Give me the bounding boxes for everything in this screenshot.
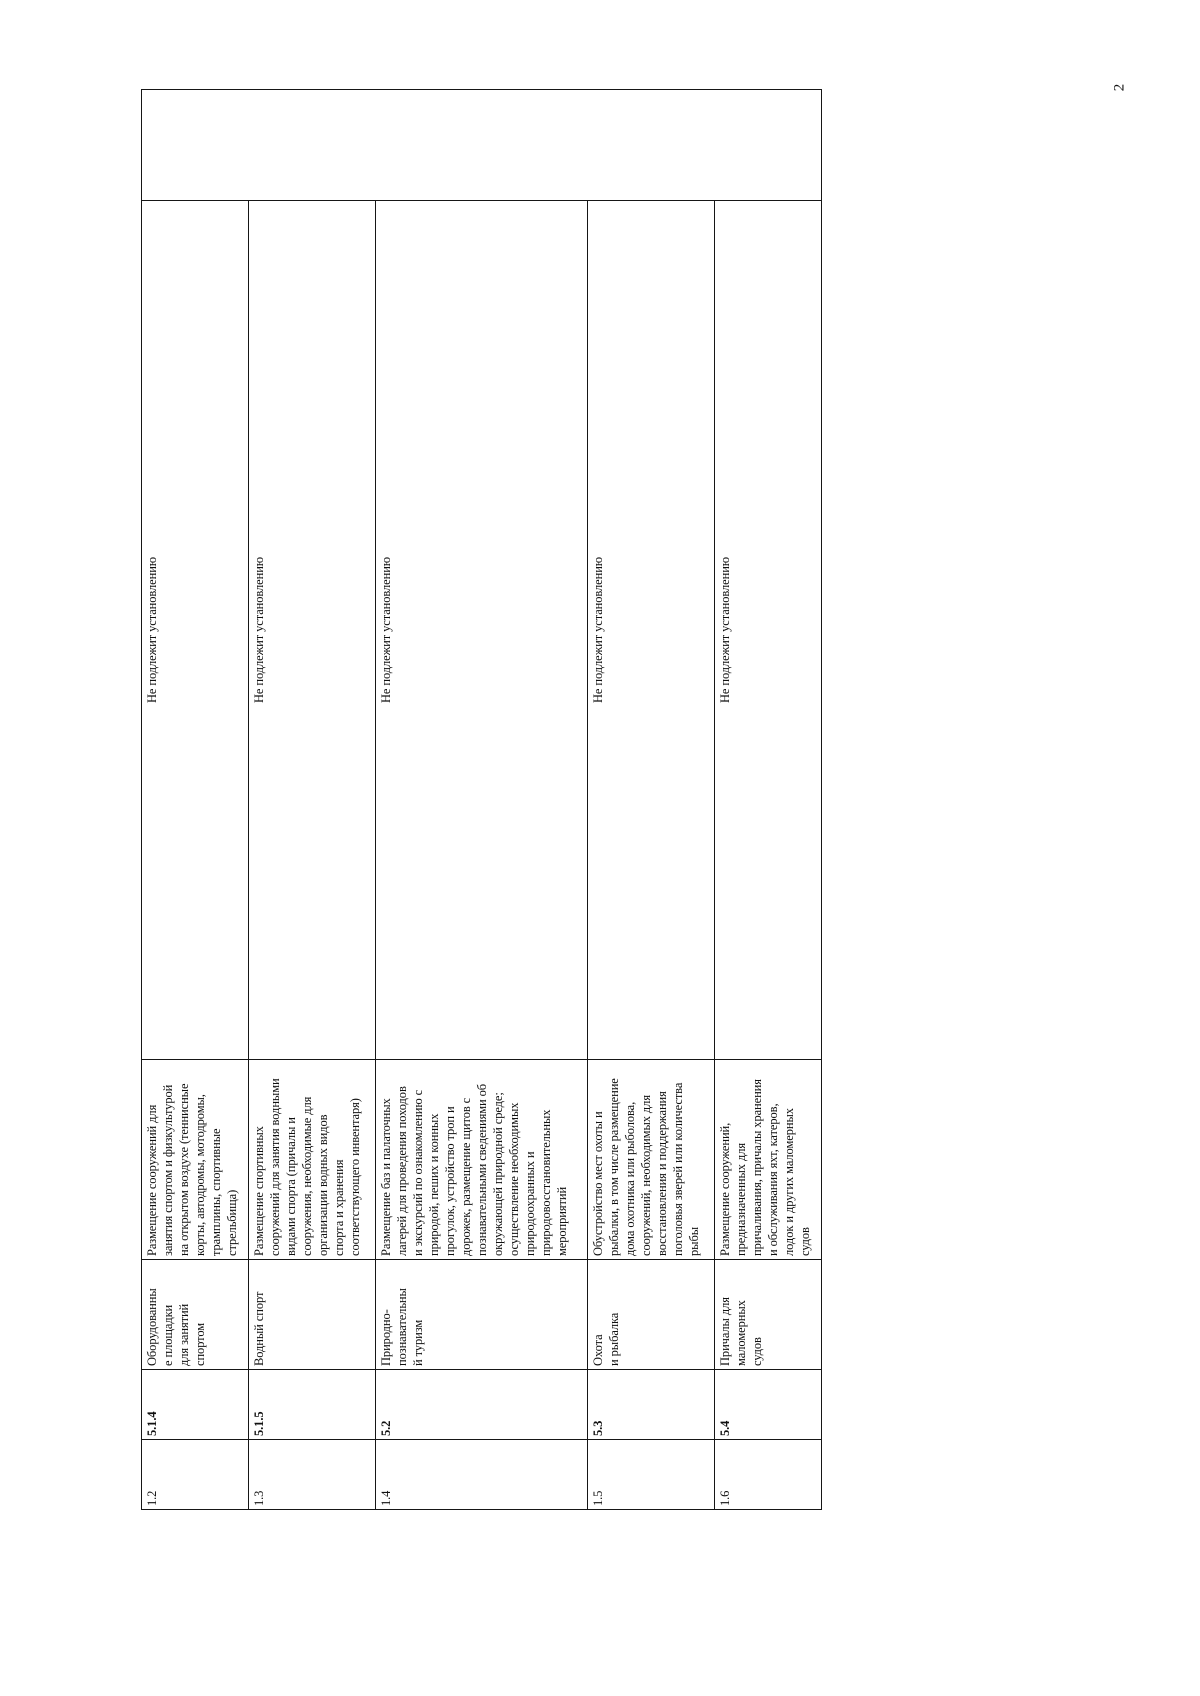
use-description-cell: Размещение баз и палаточных лагерей для проведения походов и экскурсий по ознакомлению с природой, пеших и конных прогулок, устройство троп и дорожек, размещение щитов с познавательными сведениями об окружающей природной среде; осуществление необходимых природоохранных и природовосстановительных мероприятий [376,1060,588,1260]
use-code-cell: 5.1.4 [142,1370,249,1440]
row-number-cell: 1.6 [715,1440,822,1510]
parameters-cell: Не подлежит установлению [249,201,376,1060]
use-name-cell: Причалы для маломерных судов [715,1260,822,1370]
use-name-cell: Оборудованны е площадки для занятий спортом [142,1260,249,1370]
use-description-cell: Размещение сооружений, предназначенных для причаливания, причалы хранения и обслуживания яхт, катеров, лодок и других маломерных судов [715,1060,822,1260]
table-row [588,90,715,1510]
table-row [142,90,249,1510]
use-description-cell: Размещение сооружений для занятия спортом и физкультурой на открытом воздухе (теннисные корты, автодромы, мотодромы, трамплины, спортивные стрельбища) [142,1060,249,1260]
parameters-cell: Не подлежит установлению [588,201,715,1060]
use-name-cell: Природно- познавательны й туризм [376,1260,588,1370]
parameters-cell: Не подлежит установлению [376,201,588,1060]
table-row [715,90,822,1510]
use-name-cell: Охота и рыбалка [588,1260,715,1370]
row-number-cell: 1.2 [142,1440,249,1510]
parameters-cell: Не подлежит установлению [142,201,249,1060]
row-number-cell: 1.4 [376,1440,588,1510]
use-name-cell: Водный спорт [249,1260,376,1370]
use-code-cell: 5.1.5 [249,1370,376,1440]
row-number-cell: 1.5 [588,1440,715,1510]
table-row [249,90,376,1510]
use-description-cell: Обустройство мест охоты и рыбалки, в том числе размещение дома охотника или рыболова, сооружений, необходимых для восстановления и поддержания поголовья зверей или количества рыбы [588,1060,715,1260]
parameters-cell: Не подлежит установлению [715,201,822,1060]
merged-empty-cell [142,90,822,201]
use-code-cell: 5.4 [715,1370,822,1440]
table-row [376,90,588,1510]
use-description-cell: Размещение спортивных сооружений для занятия водными видами спорта (причалы и сооружения, необходимые для организации водных видов спорта и хранения соответствующего инвентаря) [249,1060,376,1260]
row-number-cell: 1.3 [249,1440,376,1510]
document-page [141,90,821,1510]
page-number: 2 [1111,83,1128,92]
rotated-table-container [141,90,821,1510]
land-use-table [141,89,822,1510]
use-code-cell: 5.2 [376,1370,588,1440]
use-code-cell: 5.3 [588,1370,715,1440]
